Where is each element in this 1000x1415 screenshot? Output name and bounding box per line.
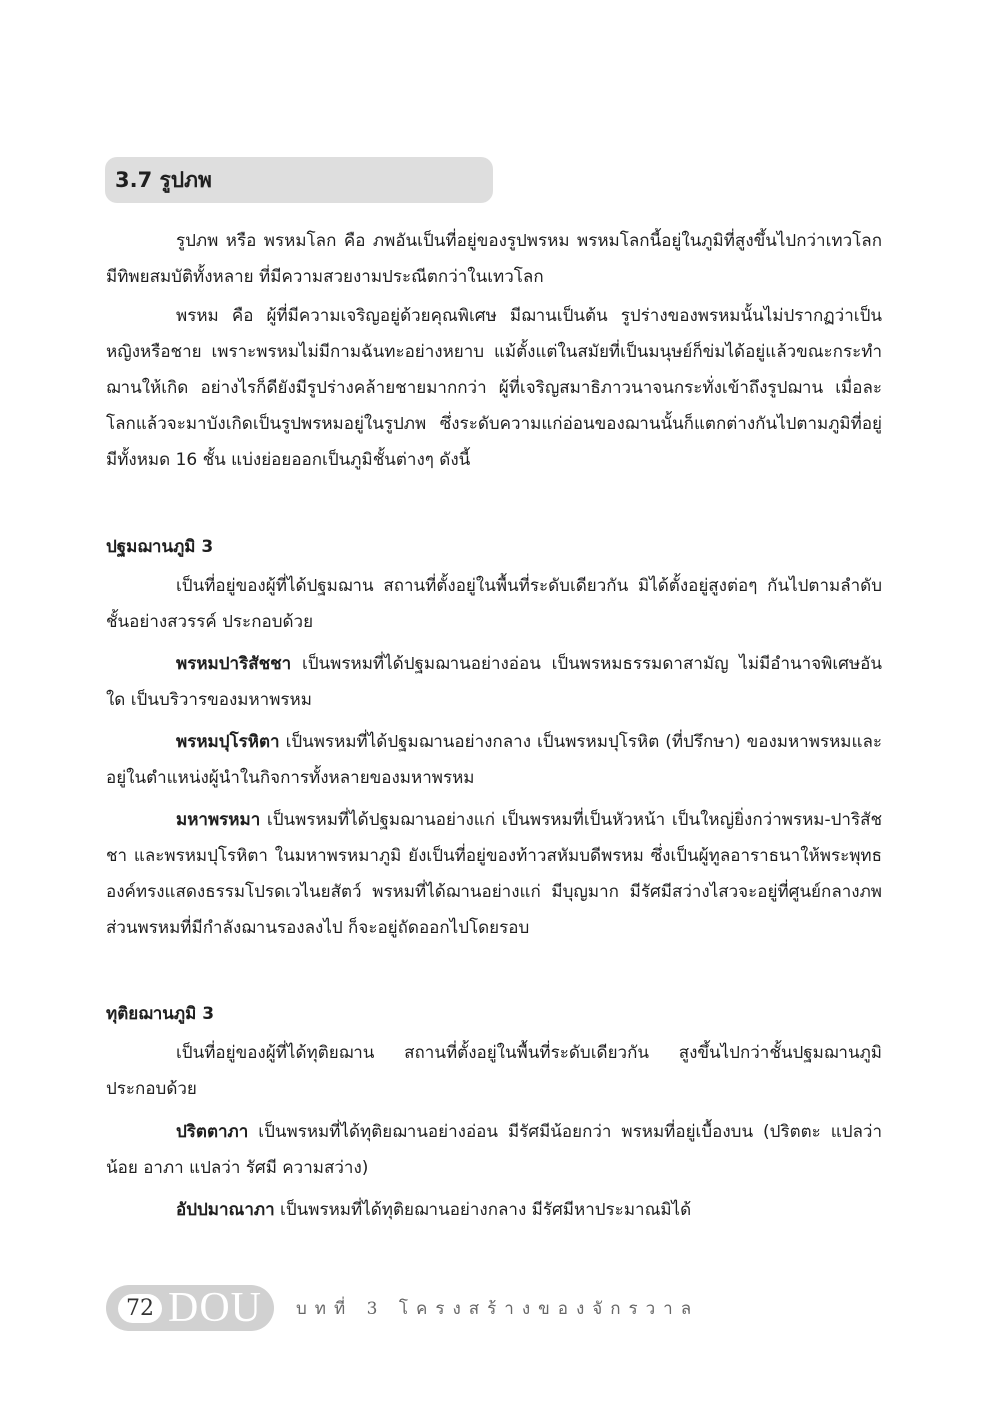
item-term: พรหมปุโรหิตา <box>176 732 280 752</box>
item-term: พรหมปาริสัชชา <box>176 654 292 674</box>
page-footer <box>106 1283 699 1333</box>
first-jhana-item <box>106 646 882 718</box>
section-banner <box>105 157 493 203</box>
second-jhana-intro: เป็นที่อยู่ของผู้ที่ได้ทุติยฌาน สถานที่ตั้งอยู่ในพื้นที่ระดับเดียวกัน สูงขึ้นไปกว่าชั้นปฐมฌานภูมิประกอบด้วย <box>106 1043 882 1099</box>
first-jhana-item <box>106 802 882 946</box>
item-text: เป็นพรหมที่ได้ทุติยฌานอย่างอ่อน มีรัศมีน้อยกว่า พรหมที่อยู่เบื้องบน (ปริตตะ แปลว่า น้อย อาภา แปลว่า รัศมี ความสว่าง) <box>106 1122 882 1178</box>
page-badge <box>106 1285 274 1331</box>
item-text: เป็นพรหมที่ได้ปฐมฌานอย่างกลาง เป็นพรหมปุโรหิต (ที่ปรึกษา) ของมหาพรหมและอยู่ในตำแหน่งผู้นำในกิจการทั้งหลายของมหาพรหม <box>106 732 882 788</box>
item-term: มหาพรหมา <box>176 810 261 830</box>
intro-paragraph-1: รูปภพ หรือ พรหมโลก คือ ภพอันเป็นที่อยู่ของรูปพรหม พรหมโลกนี้อยู่ในภูมิที่สูงขึ้นไปกว่าเทวโลก มีทิพยสมบัติทั้งหลาย ที่มีความสวยงามประณีตกว่าในเทวโลก <box>106 231 882 287</box>
intro-paragraph-2: พรหม คือ ผู้ที่มีความเจริญอยู่ด้วยคุณพิเศษ มีฌานเป็นต้น รูปร่างของพรหมนั้นไม่ปรากฏว่าเป็นหญิงหรือชาย เพราะพรหมไม่มีกามฉันทะอย่างหยาบ แม้ตั้งแต่ในสมัยที่เป็นมนุษย์ก็ข่มได้อยู่แล้วขณะกระทำฌานให้เกิด อย่างไรก็ดียังมีรูปร่างคล้ายชายมากกว่า ผู้ที่เจริญสมาธิภาวนาจนกระทั่งเข้าถึงรูปฌาน เมื่อละโลกแล้วจะมาบังเกิดเป็นรูปพรหมอยู่ในรูปภพ ซึ่งระดับความแก่อ่อนของฌานนั้นก็แตกต่างกันไปตามภูมิที่อยู่มีทั้งหมด 16 ชั้น แบ่งย่อยออกเป็นภูมิชั้นต่างๆ ดังนี้ <box>106 306 882 470</box>
first-jhana-item <box>106 724 882 796</box>
dou-logo: DOU <box>168 1285 262 1331</box>
first-jhana-heading: ปฐมฌานภูมิ 3 <box>106 537 214 557</box>
page-number: 72 <box>118 1294 162 1323</box>
second-jhana-item <box>106 1114 882 1186</box>
item-text: เป็นพรหมที่ได้ปฐมฌานอย่างอ่อน เป็นพรหมธรรมดาสามัญ ไม่มีอำนาจพิเศษอันใด เป็นบริวารของมหาพรหม <box>106 654 882 710</box>
chapter-title: บทที่ 3 โครงสร้างของจักรวาล <box>296 1298 700 1319</box>
section-title: 3.7 รูปภพ <box>115 167 212 192</box>
item-term: อัปปมาณาภา <box>176 1200 275 1220</box>
first-jhana-intro: เป็นที่อยู่ของผู้ที่ได้ปฐมฌาน สถานที่ตั้งอยู่ในพื้นที่ระดับเดียวกัน มิได้ตั้งอยู่สูงต่อๆ กันไปตามลำดับชั้นอย่างสวรรค์ ประกอบด้วย <box>106 576 882 632</box>
second-jhana-item <box>106 1192 882 1228</box>
second-jhana-heading: ทุติยฌานภูมิ 3 <box>106 1004 215 1024</box>
item-text: เป็นพรหมที่ได้ทุติยฌานอย่างกลาง มีรัศมีหาประมาณมิได้ <box>274 1200 692 1220</box>
item-text: เป็นพรหมที่ได้ปฐมฌานอย่างแก่ เป็นพรหมที่เป็นหัวหน้า เป็นใหญ่ยิ่งกว่าพรหม-ปาริสัชชา และพรหมปุโรหิตา ในมหาพรหมาภูมิ ยังเป็นที่อยู่ของท้าวสหัมบดีพรหม ซึ่งเป็นผู้ทูลอาราธนาให้พระพุทธองค์ทรงแสดงธรรมโปรดเวไนยสัตว์ พรหมที่ได้ฌานอย่างแก่ มีบุญมาก มีรัศมีสว่างไสวจะอยู่ที่ศูนย์กลางภพ ส่วนพรหมที่มีกำลังฌานรองลงไป ก็จะอยู่ถัดออกไปโดยรอบ <box>106 810 882 938</box>
item-term: ปริตตาภา <box>176 1122 249 1142</box>
